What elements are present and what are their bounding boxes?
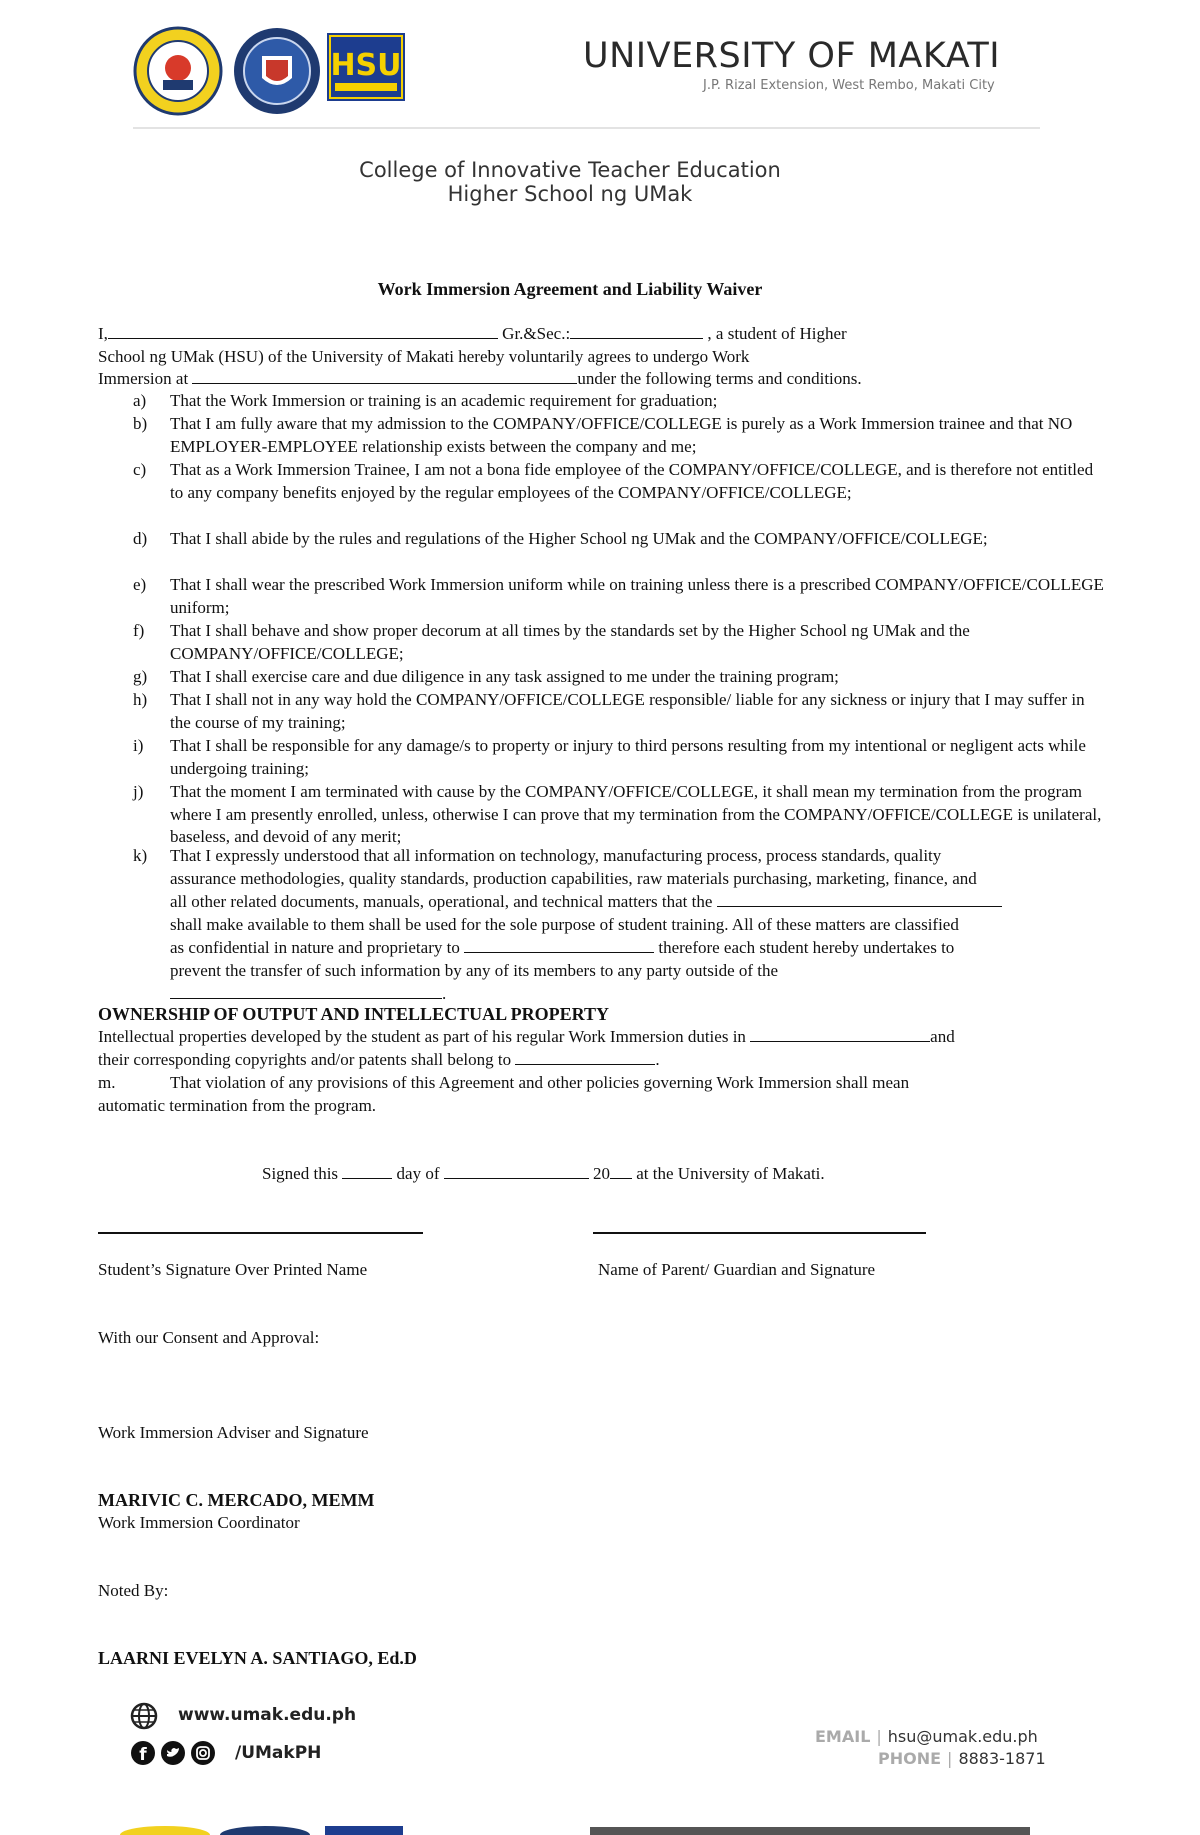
item-k-line bbox=[170, 983, 446, 1005]
name-blank[interactable] bbox=[108, 323, 498, 339]
item-text: That I shall abide by the rules and regulations of the Higher School ng UMak and the COMPANY/OFFICE/COLLEGE; bbox=[170, 529, 988, 548]
ownership-blank[interactable] bbox=[750, 1026, 930, 1042]
facebook-icon[interactable] bbox=[130, 1740, 156, 1766]
next-page-header-peek bbox=[120, 1825, 1080, 1835]
item-letter: e) bbox=[133, 575, 147, 594]
coordinator-title: Work Immersion Coordinator bbox=[98, 1513, 300, 1532]
item-letter: h) bbox=[133, 690, 148, 709]
outside-party-blank[interactable] bbox=[170, 983, 442, 999]
noted-label: Noted By: bbox=[98, 1581, 169, 1600]
intro-text: , a student of Higher bbox=[707, 324, 847, 343]
item-text: That I shall be responsible for any damage/s to property or injury to third persons resulting from my intentional or negligent acts while undergoing training; bbox=[170, 736, 1086, 778]
parent-signature-label: Name of Parent/ Guardian and Signature bbox=[598, 1260, 876, 1279]
grade-section-blank[interactable] bbox=[570, 323, 703, 339]
item-k-line: shall make available to them shall be used for the sole purpose of student training. All of these matters are classified bbox=[170, 915, 959, 934]
item-text: That I shall wear the prescribed Work Immersion uniform while on training unless there is a prescribed COMPANY/OFFICE/COLLEGE uniform; bbox=[170, 575, 1104, 617]
phone-contact: PHONE | 8883-1871 bbox=[878, 1749, 1046, 1768]
noted-name: LAARNI EVELYN A. SANTIAGO, Ed.D bbox=[98, 1648, 417, 1668]
ownership-text: and bbox=[930, 1027, 955, 1046]
item-m-text-2: automatic termination from the program. bbox=[98, 1096, 377, 1115]
ownership-text: . bbox=[655, 1050, 660, 1069]
svg-text:HSU: HSU bbox=[330, 48, 402, 83]
item-letter: b) bbox=[133, 414, 148, 433]
adviser-label: Work Immersion Adviser and Signature bbox=[98, 1423, 369, 1442]
coordinator-name: MARIVIC C. MERCADO, MEMM bbox=[98, 1490, 375, 1510]
phone-value: 8883-1871 bbox=[958, 1749, 1046, 1768]
item-k-line: That I expressly understood that all information on technology, manufacturing process, process standards, quality bbox=[170, 846, 942, 865]
item-m-letter: m. bbox=[98, 1073, 116, 1092]
item-text: That I shall behave and show proper decorum at all times by the standards set by the Higher School ng UMak and the COMPANY/OFFICE/COLLEGE; bbox=[170, 621, 970, 663]
item-k-text: all other related documents, manuals, operational, and technical matters that the bbox=[170, 892, 713, 911]
company-blank[interactable] bbox=[192, 368, 577, 384]
item-k-text: therefore each student hereby undertakes to bbox=[658, 938, 955, 957]
ownership-text: Intellectual properties developed by the student as part of his regular Work Immersion duties in bbox=[98, 1027, 746, 1046]
item-text: That I shall not in any way hold the COMPANY/OFFICE/COLLEGE responsible/ liable for any sickness or injury that I may suffer in the course of my training; bbox=[170, 690, 1085, 732]
item-letter: k) bbox=[133, 846, 148, 865]
consent-label: With our Consent and Approval: bbox=[98, 1328, 320, 1347]
student-signature-label: Student’s Signature Over Printed Name bbox=[98, 1260, 368, 1279]
email-label: EMAIL bbox=[815, 1727, 871, 1746]
signed-text: at the University of Makati. bbox=[636, 1164, 825, 1183]
header-divider bbox=[133, 127, 1040, 129]
intro-text: I, bbox=[98, 324, 108, 343]
item-letter: a) bbox=[133, 391, 147, 410]
intro-line-2: School ng UMak (HSU) of the University of Makati hereby voluntarily agrees to undergo Work bbox=[98, 347, 750, 366]
svg-text:f: f bbox=[139, 1745, 147, 1765]
item-letter: g) bbox=[133, 667, 148, 686]
university-address: J.P. Rizal Extension, West Rembo, Makati City bbox=[703, 78, 995, 93]
ownership-line-2 bbox=[98, 1049, 660, 1071]
university-name: UNIVERSITY OF MAKATI bbox=[583, 36, 1001, 76]
umak-seal-logo bbox=[133, 26, 223, 116]
ownership-line-1 bbox=[98, 1026, 955, 1048]
seal-logo bbox=[232, 26, 322, 116]
item-text: That I am fully aware that my admission to the COMPANY/OFFICE/COLLEGE is purely as a Work Immersion trainee and that NO EMPLOYER-EMPLOYEE relationship exists between the company and me; bbox=[170, 414, 1073, 456]
intro-text: Immersion at bbox=[98, 369, 189, 388]
item-k-line: prevent the transfer of such information by any of its members to any party outside of the bbox=[170, 961, 779, 980]
hsu-logo bbox=[327, 33, 405, 101]
intro-line-3 bbox=[98, 368, 862, 390]
item-k-line bbox=[170, 891, 1002, 913]
item-text: That I shall exercise care and due diligence in any task assigned to me under the training program; bbox=[170, 667, 839, 686]
parent-signature-line[interactable] bbox=[593, 1232, 926, 1234]
item-k-line: assurance methodologies, quality standards, production capabilities, raw materials purchasing, marketing, finance, and bbox=[170, 869, 977, 888]
ownership-text: their corresponding copyrights and/or patents shall belong to bbox=[98, 1050, 512, 1069]
item-text: That the Work Immersion or training is an academic requirement for graduation; bbox=[170, 391, 718, 410]
instagram-icon[interactable] bbox=[190, 1740, 216, 1766]
item-letter: d) bbox=[133, 529, 148, 548]
signed-text: day of bbox=[396, 1164, 440, 1183]
month-blank[interactable] bbox=[444, 1163, 589, 1179]
social-handle[interactable]: /UMakPH bbox=[235, 1743, 322, 1763]
ownership-heading: OWNERSHIP OF OUTPUT AND INTELLECTUAL PROPERTY bbox=[98, 1004, 609, 1024]
company-blank[interactable] bbox=[717, 891, 1002, 907]
phone-label: PHONE bbox=[878, 1749, 942, 1768]
item-k-text: as confidential in nature and proprietary to bbox=[170, 938, 460, 957]
intro-line-1 bbox=[98, 323, 847, 345]
website-link[interactable]: www.umak.edu.ph bbox=[178, 1705, 357, 1725]
school-name: Higher School ng UMak bbox=[447, 182, 693, 206]
item-letter: f) bbox=[133, 621, 145, 640]
college-name: College of Innovative Teacher Education bbox=[359, 158, 781, 182]
document-title: Work Immersion Agreement and Liability Waiver bbox=[377, 279, 763, 299]
owner-blank[interactable] bbox=[515, 1049, 655, 1065]
email-value[interactable]: hsu@umak.edu.ph bbox=[887, 1727, 1038, 1746]
intro-text: under the following terms and conditions. bbox=[577, 369, 862, 388]
item-text: That the moment I am terminated with cause by the COMPANY/OFFICE/COLLEGE, it shall mean my termination from the program where I am presently enrolled, unless, otherwise I can prove that my termination from the COMPANY/OFFICE/COLLEGE is unilateral, baseless, and devoid of any merit; bbox=[170, 782, 1102, 847]
item-letter: c) bbox=[133, 460, 147, 479]
student-signature-line[interactable] bbox=[98, 1232, 423, 1234]
signed-line bbox=[262, 1163, 825, 1185]
globe-icon bbox=[130, 1702, 158, 1730]
item-k-text: . bbox=[442, 984, 447, 1003]
signed-text: Signed this bbox=[262, 1164, 339, 1183]
item-letter: i) bbox=[133, 736, 144, 755]
item-text: That as a Work Immersion Trainee, I am not a bona fide employee of the COMPANY/OFFICE/COLLEGE, and is therefore not entitled to any company benefits enjoyed by the regular employees of the COMPANY/OFFICE/COLLEGE; bbox=[170, 460, 1094, 502]
item-k-line bbox=[170, 937, 954, 959]
twitter-icon[interactable] bbox=[160, 1740, 186, 1766]
year-blank[interactable] bbox=[610, 1163, 632, 1179]
intro-text: Gr.&Sec.: bbox=[502, 324, 571, 343]
item-m-text: That violation of any provisions of this Agreement and other policies governing Work Immersion shall mean bbox=[170, 1073, 910, 1092]
signed-text: 20 bbox=[593, 1164, 611, 1183]
proprietor-blank[interactable] bbox=[464, 937, 654, 953]
email-contact: EMAIL | hsu@umak.edu.ph bbox=[815, 1727, 1038, 1746]
item-letter: j) bbox=[133, 782, 144, 801]
day-blank[interactable] bbox=[342, 1163, 392, 1179]
